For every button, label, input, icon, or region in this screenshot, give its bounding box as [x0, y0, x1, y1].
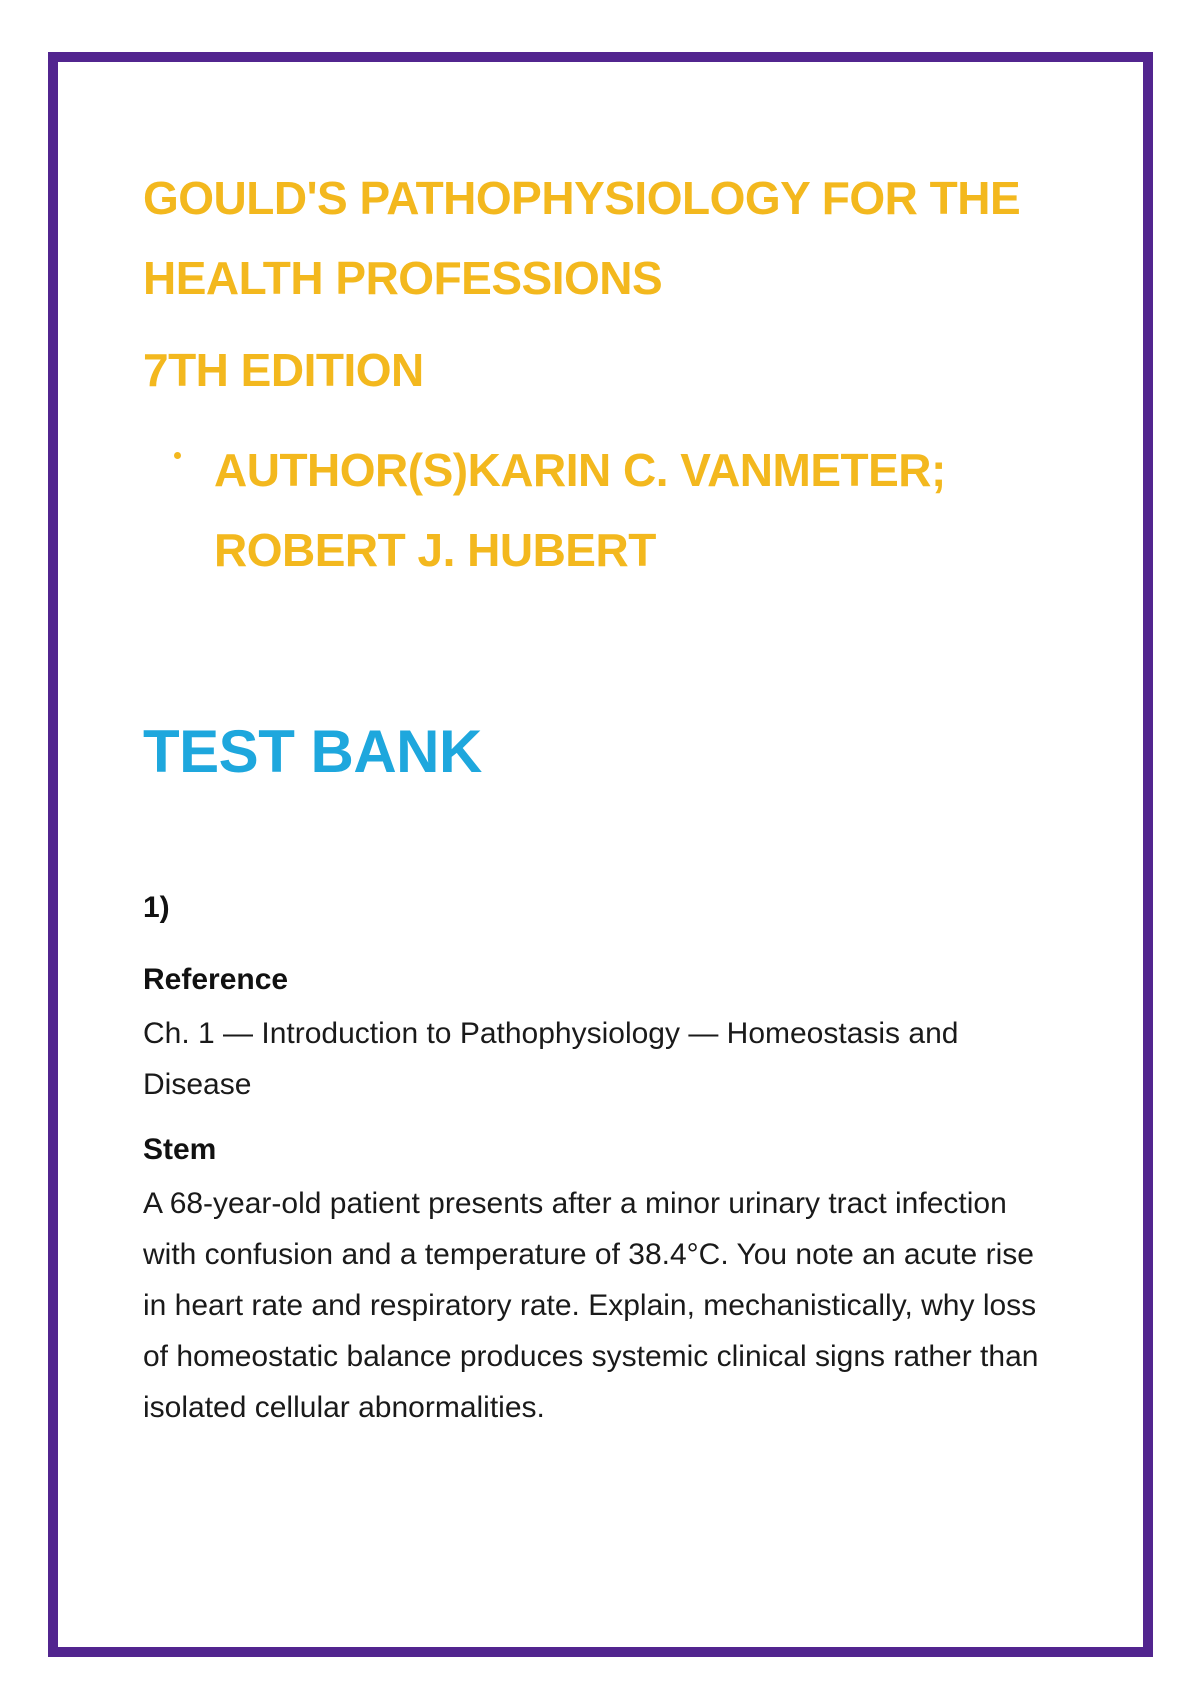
- stem-text: A 68-year-old patient presents after a minor urinary tract infection with confusion and a temperature of 38.4°C. You note an acute rise in heart rate and respiratory rate. Explain, mechanistically, why loss of homeostatic balance produces systemic clinical signs rather than isolated cellular abnormalities.: [143, 1187, 1039, 1424]
- reference-label: Reference: [143, 963, 289, 996]
- reference-text: Ch. 1 — Introduction to Pathophysiology — Homeostasis and Disease: [143, 1017, 959, 1101]
- book-title: GOULD'S PATHOPHYSIOLOGY FOR THE HEALTH PROFESSIONS: [143, 172, 1021, 304]
- authors-heading: AUTHOR(S)KARIN C. VANMETER; ROBERT J. HUBERT: [214, 444, 946, 576]
- bullet-icon: [174, 452, 181, 459]
- edition-heading: 7TH EDITION: [143, 344, 424, 396]
- test-bank-heading: TEST BANK: [143, 718, 482, 785]
- question-number: 1): [143, 891, 170, 924]
- stem-label: Stem: [143, 1133, 217, 1166]
